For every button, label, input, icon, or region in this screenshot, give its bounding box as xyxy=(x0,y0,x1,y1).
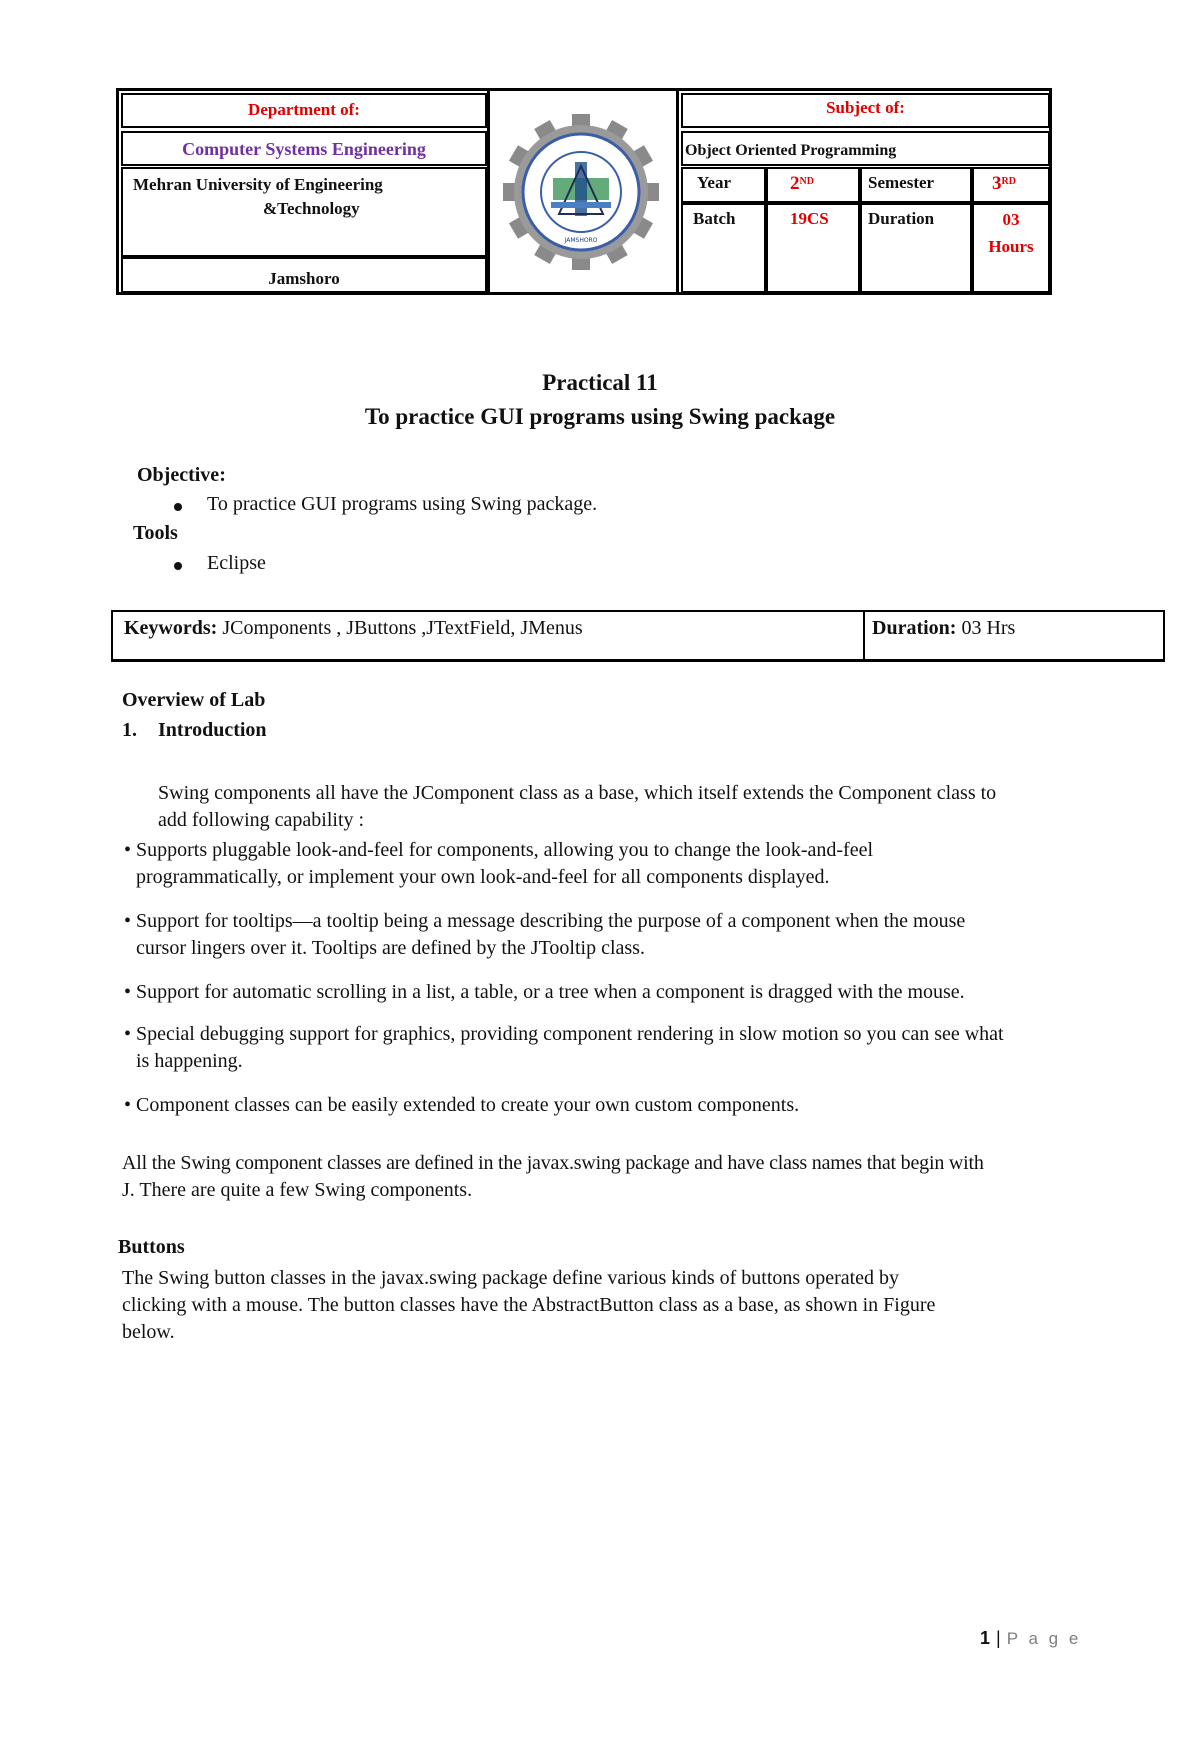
duration-row xyxy=(872,617,1015,640)
bullet-icon: • xyxy=(124,910,132,932)
practical-title: To practice GUI programs using Swing package xyxy=(364,404,836,429)
keywords-value: JComponents , JButtons ,JTextField, JMenus xyxy=(217,617,583,639)
bullet-dot-icon xyxy=(174,562,182,570)
bullet-1 xyxy=(124,837,1196,891)
bullet-4-line-1: Special debugging support for graphics, providing component rendering in slow motion so you can see what xyxy=(136,1023,1004,1045)
university-line-1: Mehran University of Engineering xyxy=(133,175,383,194)
buttons-line-3: below. xyxy=(122,1321,175,1343)
bullet-4 xyxy=(124,1021,1196,1075)
keywords-duration-label: Duration: xyxy=(872,617,957,639)
year-value xyxy=(766,167,860,203)
objective-label: Objective: xyxy=(137,464,226,486)
semester-number: 3 xyxy=(992,173,1002,194)
page-footer xyxy=(980,1628,1081,1649)
keywords-duration-value: 03 Hrs xyxy=(956,617,1016,639)
bullet-3-line-1: Support for automatic scrolling in a list, a table, or a tree when a component is dragged with the mouse. xyxy=(136,981,965,1003)
university-logo xyxy=(489,92,674,292)
bullet-2-line-2: cursor lingers over it. Tooltips are defined by the JTooltip class. xyxy=(136,937,645,959)
buttons-line-2: clicking with a mouse. The button classes have the AbstractButton class as a base, as shown in Figure xyxy=(122,1294,936,1316)
subject-label: Subject of: xyxy=(681,93,1050,128)
duration-label: Duration xyxy=(860,203,972,293)
year-number: 2 xyxy=(790,173,800,194)
bullet-2-line-1: Support for tooltips—a tooltip being a message describing the purpose of a component when the mouse xyxy=(136,910,966,932)
bullet-icon: • xyxy=(124,981,132,1003)
bullet-icon: • xyxy=(124,1094,132,1116)
bullet-1-line-1: Supports pluggable look-and-feel for components, allowing you to change the look-and-feel xyxy=(136,839,874,861)
buttons-heading: Buttons xyxy=(118,1236,185,1258)
intro-line-1: Swing components all have the JComponent class as a base, which itself extends the Component class to xyxy=(158,782,997,804)
year-suffix: ND xyxy=(799,176,814,187)
bullet-5-line-1: Component classes can be easily extended to create your own custom components. xyxy=(136,1094,800,1116)
bullet-icon: • xyxy=(124,1023,132,1045)
tools-item: Eclipse xyxy=(207,552,266,575)
section-number: 1. xyxy=(122,719,137,741)
keywords-box xyxy=(111,610,1165,662)
bullet-1-line-2: programmatically, or implement your own look-and-feel for all components displayed. xyxy=(136,866,830,888)
university-line-2: &Technology xyxy=(263,199,360,218)
semester-suffix: RD xyxy=(1001,176,1016,187)
semester-label: Semester xyxy=(860,167,972,203)
overview-heading: Overview of Lab xyxy=(122,689,266,711)
batch-label: Batch xyxy=(681,203,766,293)
duration-unit: Hours xyxy=(988,237,1034,256)
subject-name: Object Oriented Programming xyxy=(681,131,1050,166)
keywords-row xyxy=(124,617,583,640)
department-name: Computer Systems Engineering xyxy=(121,131,487,166)
bullet-2 xyxy=(124,908,1196,962)
summary-line-1: All the Swing component classes are defined in the javax.swing package and have class names that begin with xyxy=(122,1152,984,1174)
objective-item: To practice GUI programs using Swing package. xyxy=(207,493,597,516)
intro-line-2: add following capability : xyxy=(158,809,365,831)
practical-number: Practical 11 xyxy=(542,370,658,395)
page-label: P a g e xyxy=(1006,1629,1082,1648)
tools-label: Tools xyxy=(133,522,178,544)
batch-value: 19CS xyxy=(766,203,860,293)
city-name: Jamshoro xyxy=(121,257,487,293)
summary-line-2: J. There are quite a few Swing components. xyxy=(122,1179,473,1201)
duration-value xyxy=(972,203,1050,293)
buttons-line-1: The Swing button classes in the javax.swing package define various kinds of buttons operated by xyxy=(122,1267,900,1289)
department-label: Department of: xyxy=(121,93,487,128)
duration-number: 03 xyxy=(1002,210,1020,229)
bullet-5 xyxy=(124,1092,1196,1119)
semester-value xyxy=(972,167,1050,203)
bullet-icon: • xyxy=(124,839,132,861)
university-seal-icon xyxy=(489,92,674,292)
bullet-3 xyxy=(124,979,1196,1006)
year-label: Year xyxy=(681,167,766,203)
footer-separator: | xyxy=(996,1628,1001,1648)
university-name xyxy=(121,167,487,257)
keywords-label: Keywords: xyxy=(124,617,218,639)
section-title: Introduction xyxy=(158,719,267,741)
logo-text: JAMSHORO xyxy=(564,237,598,244)
bullet-dot-icon xyxy=(174,503,182,511)
keywords-divider xyxy=(863,612,865,659)
bullet-4-line-2: is happening. xyxy=(136,1050,243,1072)
page-number: 1 xyxy=(980,1628,991,1648)
